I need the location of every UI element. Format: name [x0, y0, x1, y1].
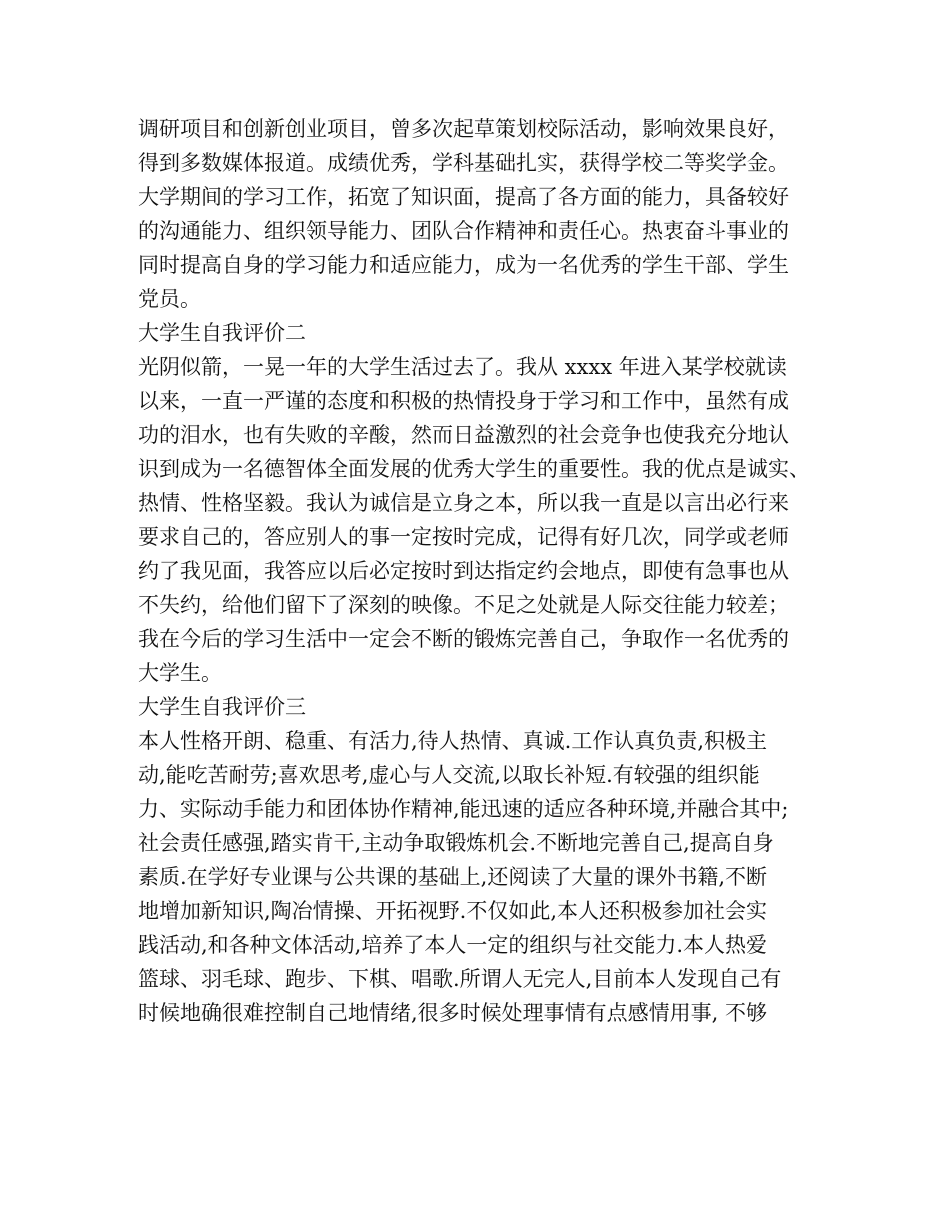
text-line: 篮球、羽毛球、跑步、下棋、唱歌.所谓人无完人,目前本人发现自己有: [138, 967, 782, 991]
text-line: 大学期间的学习工作，拓宽了知识面，提高了各方面的能力，具备较好: [138, 185, 789, 209]
text-line: 素质.在学好专业课与公共课的基础上,还阅读了大量的课外书籍,不断: [138, 865, 768, 889]
text-line: 践活动,和各种文体活动,培养了本人一定的组织与社交能力.本人热爱: [138, 933, 768, 957]
text-line: 党员。: [138, 287, 201, 311]
text-line: 动,能吃苦耐劳;喜欢思考,虚心与人交流,以取长补短.有较强的组织能: [138, 763, 760, 787]
text-line: 时候地确很难控制自己地情绪,很多时候处理事情有点感情用事, 不够: [138, 1001, 768, 1025]
text-line: 不失约，给他们留下了深刻的映像。不足之处就是人际交往能力较差；: [138, 593, 789, 617]
section-heading: 大学生自我评价二: [138, 321, 306, 345]
text-line: 要求自己的，答应别人的事一定按时完成，记得有好几次，同学或老师: [138, 525, 789, 549]
text-line: 本人性格开朗、稳重、有活力,待人热情、真诚.工作认真负责,积极主: [138, 729, 768, 753]
text-line: 地增加新知识,陶冶情操、开拓视野.不仅如此,本人还积极参加社会实: [138, 899, 768, 923]
text-line: 调研项目和创新创业项目，曾多次起草策划校际活动，影响效果良好，: [138, 117, 789, 141]
text-line: 识到成为一名德智体全面发展的优秀大学生的重要性。我的优点是诚实、: [138, 457, 810, 481]
text-line: 约了我见面，我答应以后必定按时到达指定约会地点，即使有急事也从: [138, 559, 789, 583]
text-line: 以来，一直一严谨的态度和积极的热情投身于学习和工作中，虽然有成: [138, 389, 789, 413]
text-line: 同时提高自身的学习能力和适应能力，成为一名优秀的学生干部、学生: [138, 253, 789, 277]
text-line: 的沟通能力、组织领导能力、团队合作精神和责任心。热衷奋斗事业的: [138, 219, 789, 243]
text-line: 功的泪水，也有失败的辛酸，然而日益激烈的社会竞争也使我充分地认: [138, 423, 789, 447]
text-line: 社会责任感强,踏实肯干,主动争取锻炼机会.不断地完善自己,提高自身: [138, 831, 774, 855]
text-line: 热情、性格坚毅。我认为诚信是立身之本，所以我一直是以言出必行来: [138, 491, 789, 515]
section-heading: 大学生自我评价三: [138, 695, 306, 719]
text-line: 力、实际动手能力和团体协作精神,能迅速的适应各种环境,并融合其中;: [138, 797, 789, 821]
text-line: 我在今后的学习生活中一定会不断的锻炼完善自己，争取作一名优秀的: [138, 627, 789, 651]
text-line: 得到多数媒体报道。成绩优秀，学科基础扎实，获得学校二等奖学金。: [138, 151, 789, 175]
text-line: 光阴似箭，一晃一年的大学生活过去了。我从 xxxx 年进入某学校就读: [138, 355, 787, 379]
text-line: 大学生。: [138, 661, 222, 685]
